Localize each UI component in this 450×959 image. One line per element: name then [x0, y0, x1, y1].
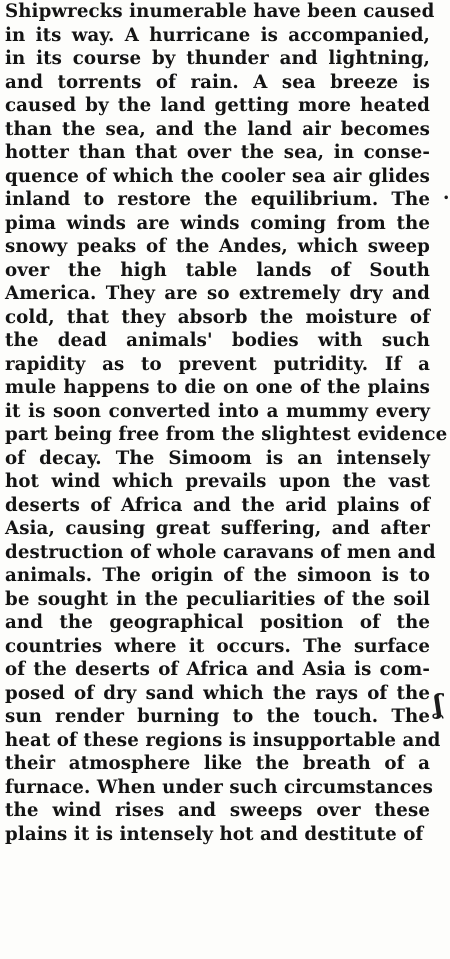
text-line: of the deserts of Africa and Asia is com-	[5, 659, 430, 680]
text-line: and the geographical position of the	[5, 612, 430, 633]
text-line: their atmosphere like the breath of a	[5, 753, 430, 774]
text-line: and torrents of rain. A sea breeze is	[5, 71, 430, 93]
text-line: than the sea, and the land air becomes	[5, 118, 430, 140]
text-line: of decay. The Simoom is an intensely	[5, 447, 430, 469]
text-line: the dead animals' bodies with such	[5, 330, 430, 351]
text-line: quence of which the cooler sea air glides	[5, 165, 430, 187]
text-line: it is soon converted into a mummy every	[5, 400, 430, 422]
text-line: the wind rises and sweeps over these	[5, 800, 430, 821]
ink-dot-mark: •	[443, 193, 450, 204]
text-line: countries where it occurs. The surface	[5, 635, 430, 657]
text-line: hotter than that over the sea, in conse-	[5, 142, 430, 163]
text-line: part being free from the slightest evidence	[5, 424, 448, 445]
text-line: in its course by thunder and lightning,	[5, 48, 430, 69]
text-line: in its way. A hurricane is accompanied,	[5, 24, 430, 46]
text-line: Asia, causing great suffering, and after	[5, 518, 430, 539]
text-line: Shipwrecks inumerable have been caused	[5, 1, 435, 22]
text-line: pima winds are winds coming from the	[5, 212, 430, 234]
text-line: rapidity as to prevent putridity. If a	[5, 353, 430, 375]
text-line: America. They are so extremely dry and	[5, 283, 430, 304]
text-line: heat of these regions is insupportable and	[5, 729, 441, 751]
text-line: sun render burning to the touch. The	[5, 706, 430, 727]
text-line: inland to restore the equilibrium. The	[5, 189, 430, 210]
text-line: be sought in the peculiarities of the soil	[5, 588, 430, 610]
ink-smudge-mark: ʆ	[434, 690, 443, 720]
text-line: over the high table lands of South	[5, 259, 430, 281]
text-line: caused by the land getting more heated	[5, 95, 430, 116]
text-line: cold, that they absorb the moisture of	[5, 306, 430, 328]
text-line: destruction of whole caravans of men and	[5, 541, 436, 563]
text-column	[5, 0, 448, 846]
text-line: deserts of Africa and the arid plains of	[5, 494, 430, 516]
text-line: animals. The origin of the simoon is to	[5, 565, 430, 586]
text-line: furnace. When under such circumstances	[5, 776, 433, 798]
text-line: mule happens to die on one of the plains	[5, 377, 430, 398]
text-line: hot wind which prevails upon the vast	[5, 471, 430, 492]
text-line: snowy peaks of the Andes, which sweep	[5, 236, 430, 257]
text-line: plains it is intensely hot and destitute of	[5, 823, 424, 845]
text-line: posed of dry sand which the rays of the	[5, 682, 430, 704]
